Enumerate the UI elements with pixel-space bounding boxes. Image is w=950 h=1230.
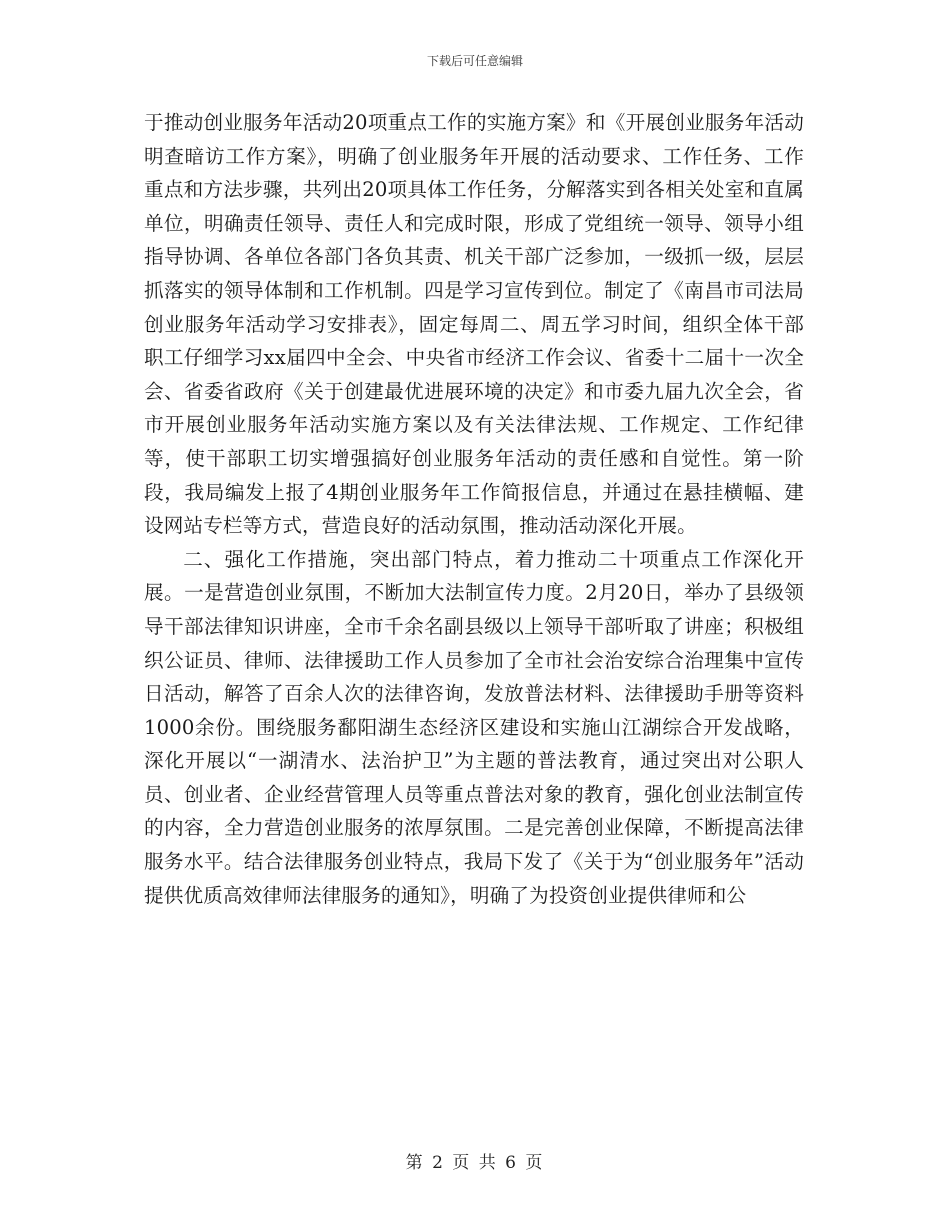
- body-paragraph-section-two: 二、强化工作措施，突出部门特点，着力推动二十项重点工作深化开展。一是营造创业氛围，不断加大法制宣传力度。2月20日，举办了县级领导干部法律知识讲座，全市千余名副县级以上领导干部听取了讲座；积极组织公证员、律师、法律援助工作人员参加了全市社会治安综合治理集中宣传日活动，解答了百余人次的法律咨询，发放普法材料、法律援助手册等资料1000余份。围绕服务鄱阳湖生态经济区建设和实施山江湖综合开发战略，深化开展以“一湖清水、法治护卫”为主题的普法教育，通过突出对公职人员、创业者、企业经营管理人员等重点普法对象的教育，强化创业法制宣传的内容，全力营造创业服务的浓厚氛围。二是完善创业保障，不断提高法律服务水平。结合法律服务创业特点，我局下发了《关于为“创业服务年”活动提供优质高效律师法律服务的通知》，明确了为投资创业提供律师和公: [144, 547, 804, 907]
- page-number-footer: 第 2 页 共 6 页: [405, 1153, 545, 1173]
- body-paragraph-continued: 于推动创业服务年活动20项重点工作的实施方案》和《开展创业服务年活动明查暗访工作方案》，明确了创业服务年开展的活动要求、工作任务、工作重点和方法步骤，共列出20项具体工作任务，分解落实到各相关处室和直属单位，明确责任领导、责任人和完成时限，形成了党组统一领导、领导小组指导协调、各单位各部门各负其责、机关干部广泛参加，一级抓一级，层层抓落实的领导体制和工作机制。四是学习宣传到位。制定了《南昌市司法局创业服务年活动学习安排表》，固定每周二、周五学习时间，组织全体干部职工仔细学习xx届四中全会、中央省市经济工作会议、省委十二届十一次全会、省委省政府《关于创建最优进展环境的决定》和市委九届九次全会，省市开展创业服务年活动实施方案以及有关法律法规、工作规定、工作纪律等，使干部职工切实增强搞好创业服务年活动的责任感和自觉性。第一阶段，我局编发上报了4期创业服务年工作简报信息，并通过在悬挂横幅、建设网站专栏等方式，营造良好的活动氛围，推动活动深化开展。: [144, 111, 804, 538]
- page-header-note: 下载后可任意编辑: [426, 54, 523, 68]
- document-body: [144, 106, 804, 912]
